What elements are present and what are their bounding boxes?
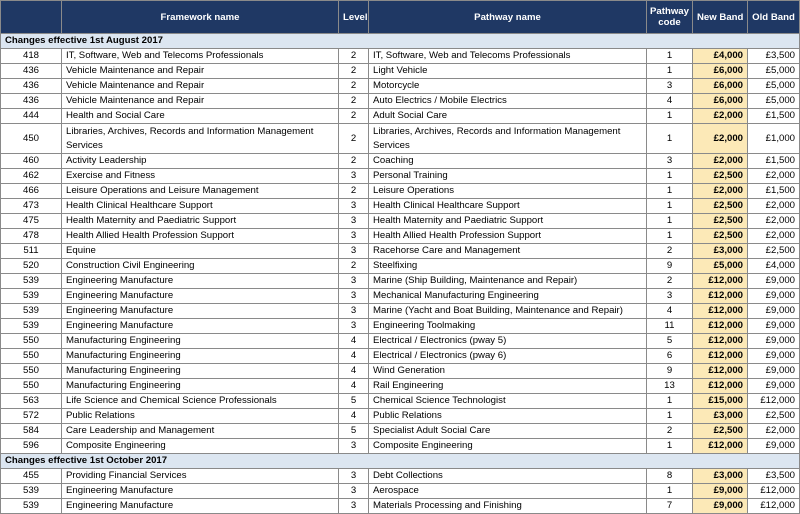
level-cell: 5 [339,394,369,409]
table-row [1,109,800,124]
old-band-cell: £1,500 [748,109,800,124]
pathway-name-cell: Debt Collections [369,469,647,484]
framework-name-cell: Activity Leadership [62,154,339,169]
level-cell: 3 [339,229,369,244]
section-title: Changes effective 1st August 2017 [1,34,800,49]
pathway-name-cell: Motorcycle [369,79,647,94]
pathway-code-cell: 1 [647,49,693,64]
level-cell: 3 [339,274,369,289]
table-row [1,259,800,274]
new-band-cell: £3,000 [693,244,748,259]
framework-code-cell: 475 [1,214,62,229]
pathway-code-cell: 1 [647,169,693,184]
new-band-cell: £12,000 [693,319,748,334]
table-row [1,499,800,514]
new-band-cell: £12,000 [693,274,748,289]
new-band-cell: £2,500 [693,199,748,214]
pathway-code-cell: 4 [647,94,693,109]
new-band-cell: £12,000 [693,349,748,364]
table-row [1,49,800,64]
level-cell: 3 [339,244,369,259]
new-band-cell: £6,000 [693,64,748,79]
framework-name-cell: Engineering Manufacture [62,499,339,514]
new-band-cell: £6,000 [693,79,748,94]
framework-code-cell: 550 [1,364,62,379]
pathway-code-cell: 3 [647,289,693,304]
new-band-cell: £9,000 [693,499,748,514]
header-new-band: New Band [693,1,748,34]
framework-name-cell: Manufacturing Engineering [62,379,339,394]
old-band-cell: £9,000 [748,379,800,394]
framework-code-cell: 563 [1,394,62,409]
table-row [1,169,800,184]
level-cell: 2 [339,49,369,64]
table-row [1,64,800,79]
pathway-name-cell: Coaching [369,154,647,169]
table-row [1,334,800,349]
new-band-cell: £12,000 [693,289,748,304]
pathway-name-cell: Steelfixing [369,259,647,274]
table-row [1,124,800,154]
framework-name-cell: Engineering Manufacture [62,319,339,334]
pathway-code-cell: 2 [647,244,693,259]
pathway-name-cell: Aerospace [369,484,647,499]
level-cell: 3 [339,484,369,499]
framework-code-cell: 539 [1,319,62,334]
table-body [1,34,800,514]
framework-code-cell: 436 [1,79,62,94]
table-row [1,154,800,169]
framework-code-cell: 539 [1,274,62,289]
old-band-cell: £1,500 [748,184,800,199]
pathway-name-cell: Marine (Ship Building, Maintenance and Repair) [369,274,647,289]
pathway-name-cell: Marine (Yacht and Boat Building, Maintenance and Repair) [369,304,647,319]
framework-code-cell: 436 [1,94,62,109]
new-band-cell: £3,000 [693,409,748,424]
new-band-cell: £5,000 [693,259,748,274]
table-row [1,409,800,424]
level-cell: 5 [339,424,369,439]
framework-name-cell: Manufacturing Engineering [62,334,339,349]
new-band-cell: £2,000 [693,154,748,169]
table-row [1,199,800,214]
pathway-name-cell: Light Vehicle [369,64,647,79]
section-title: Changes effective 1st October 2017 [1,454,800,469]
old-band-cell: £12,000 [748,484,800,499]
old-band-cell: £1,000 [748,124,800,154]
framework-code-cell: 462 [1,169,62,184]
new-band-cell: £12,000 [693,364,748,379]
pathway-name-cell: Electrical / Electronics (pway 6) [369,349,647,364]
framework-code-cell: 473 [1,199,62,214]
old-band-cell: £2,000 [748,199,800,214]
framework-name-cell: Care Leadership and Management [62,424,339,439]
pathway-name-cell: Specialist Adult Social Care [369,424,647,439]
table-row [1,439,800,454]
pathway-code-cell: 3 [647,79,693,94]
framework-name-cell: Health Allied Health Profession Support [62,229,339,244]
pathway-name-cell: Health Maternity and Paediatric Support [369,214,647,229]
table-row [1,319,800,334]
old-band-cell: £2,500 [748,244,800,259]
table-row [1,94,800,109]
pathway-code-cell: 1 [647,409,693,424]
table-row [1,244,800,259]
framework-code-cell: 450 [1,124,62,154]
framework-code-cell: 418 [1,49,62,64]
level-cell: 3 [339,469,369,484]
framework-name-cell: Vehicle Maintenance and Repair [62,64,339,79]
table-row [1,469,800,484]
pathway-code-cell: 5 [647,334,693,349]
level-cell: 2 [339,154,369,169]
pathway-name-cell: Leisure Operations [369,184,647,199]
old-band-cell: £4,000 [748,259,800,274]
old-band-cell: £1,500 [748,154,800,169]
level-cell: 4 [339,379,369,394]
pathway-code-cell: 1 [647,124,693,154]
framework-code-cell: 511 [1,244,62,259]
framework-code-cell: 550 [1,334,62,349]
new-band-cell: £2,000 [693,184,748,199]
table-row [1,394,800,409]
level-cell: 2 [339,94,369,109]
new-band-cell: £2,500 [693,169,748,184]
pathway-code-cell: 1 [647,484,693,499]
pathway-code-cell: 4 [647,304,693,319]
pathway-name-cell: Electrical / Electronics (pway 5) [369,334,647,349]
framework-code-cell: 436 [1,64,62,79]
pathway-code-cell: 6 [647,349,693,364]
pathway-code-cell: 9 [647,259,693,274]
old-band-cell: £9,000 [748,334,800,349]
table-row [1,229,800,244]
pathway-code-cell: 1 [647,199,693,214]
framework-code-cell: 520 [1,259,62,274]
table-row [1,379,800,394]
old-band-cell: £9,000 [748,289,800,304]
table-row [1,349,800,364]
framework-name-cell: Life Science and Chemical Science Professionals [62,394,339,409]
header-pathway-name: Pathway name [369,1,647,34]
new-band-cell: £12,000 [693,439,748,454]
table-row [1,214,800,229]
new-band-cell: £12,000 [693,379,748,394]
table-row [1,484,800,499]
framework-name-cell: Manufacturing Engineering [62,364,339,379]
framework-name-cell: Engineering Manufacture [62,484,339,499]
pathway-name-cell: Racehorse Care and Management [369,244,647,259]
pathway-name-cell: Engineering Toolmaking [369,319,647,334]
framework-name-cell: Equine [62,244,339,259]
table-row [1,304,800,319]
pathway-code-cell: 1 [647,184,693,199]
framework-name-cell: Vehicle Maintenance and Repair [62,94,339,109]
table-row [1,364,800,379]
level-cell: 4 [339,349,369,364]
old-band-cell: £9,000 [748,274,800,289]
old-band-cell: £12,000 [748,394,800,409]
new-band-cell: £12,000 [693,304,748,319]
new-band-cell: £6,000 [693,94,748,109]
framework-name-cell: Construction Civil Engineering [62,259,339,274]
pathway-name-cell: Libraries, Archives, Records and Information Management Services [369,124,647,154]
framework-code-cell: 550 [1,349,62,364]
framework-name-cell: Engineering Manufacture [62,274,339,289]
pathway-name-cell: Composite Engineering [369,439,647,454]
framework-name-cell: Health Clinical Healthcare Support [62,199,339,214]
framework-code-cell: 539 [1,304,62,319]
header-row [1,1,800,34]
framework-code-cell: 572 [1,409,62,424]
pathway-code-cell: 7 [647,499,693,514]
framework-name-cell: Exercise and Fitness [62,169,339,184]
new-band-cell: £2,500 [693,424,748,439]
level-cell: 3 [339,169,369,184]
header-framework-name: Framework name [62,1,339,34]
level-cell: 2 [339,109,369,124]
framework-code-cell: 460 [1,154,62,169]
table-row [1,289,800,304]
pathway-name-cell: IT, Software, Web and Telecoms Professionals [369,49,647,64]
level-cell: 3 [339,289,369,304]
level-cell: 3 [339,499,369,514]
framework-name-cell: Public Relations [62,409,339,424]
framework-name-cell: Engineering Manufacture [62,304,339,319]
pathway-code-cell: 2 [647,274,693,289]
old-band-cell: £9,000 [748,439,800,454]
new-band-cell: £3,000 [693,469,748,484]
pathway-name-cell: Personal Training [369,169,647,184]
section-header-row [1,454,800,469]
level-cell: 4 [339,364,369,379]
framework-code-cell: 550 [1,379,62,394]
header-old-band: Old Band [748,1,800,34]
framework-name-cell: Manufacturing Engineering [62,349,339,364]
old-band-cell: £2,000 [748,424,800,439]
old-band-cell: £5,000 [748,94,800,109]
new-band-cell: £9,000 [693,484,748,499]
old-band-cell: £3,500 [748,49,800,64]
framework-name-cell: Vehicle Maintenance and Repair [62,79,339,94]
pathway-code-cell: 1 [647,214,693,229]
new-band-cell: £2,500 [693,229,748,244]
old-band-cell: £5,000 [748,64,800,79]
framework-name-cell: Providing Financial Services [62,469,339,484]
pathway-name-cell: Wind Generation [369,364,647,379]
level-cell: 4 [339,334,369,349]
framework-code-cell: 539 [1,289,62,304]
pathway-name-cell: Auto Electrics / Mobile Electrics [369,94,647,109]
level-cell: 2 [339,79,369,94]
level-cell: 2 [339,124,369,154]
level-cell: 2 [339,64,369,79]
pathway-code-cell: 1 [647,439,693,454]
table-row [1,424,800,439]
pathway-code-cell: 2 [647,424,693,439]
new-band-cell: £12,000 [693,334,748,349]
framework-name-cell: Engineering Manufacture [62,289,339,304]
old-band-cell: £9,000 [748,319,800,334]
pathway-name-cell: Rail Engineering [369,379,647,394]
framework-name-cell: Libraries, Archives, Records and Information Management Services [62,124,339,154]
old-band-cell: £2,000 [748,214,800,229]
pathway-code-cell: 1 [647,64,693,79]
pathway-name-cell: Chemical Science Technologist [369,394,647,409]
framework-code-cell: 539 [1,499,62,514]
pathway-code-cell: 1 [647,109,693,124]
framework-code-cell: 596 [1,439,62,454]
old-band-cell: £9,000 [748,304,800,319]
framework-code-cell: 455 [1,469,62,484]
old-band-cell: £5,000 [748,79,800,94]
level-cell: 3 [339,439,369,454]
pathway-code-cell: 1 [647,394,693,409]
framework-code-cell: 584 [1,424,62,439]
framework-name-cell: IT, Software, Web and Telecoms Professionals [62,49,339,64]
pathway-name-cell: Public Relations [369,409,647,424]
pathway-name-cell: Health Clinical Healthcare Support [369,199,647,214]
pathway-name-cell: Health Allied Health Profession Support [369,229,647,244]
pathway-code-cell: 1 [647,229,693,244]
old-band-cell: £3,500 [748,469,800,484]
framework-name-cell: Health and Social Care [62,109,339,124]
old-band-cell: £2,000 [748,169,800,184]
header-framework-code [1,1,62,34]
pathway-code-cell: 9 [647,364,693,379]
framework-name-cell: Leisure Operations and Leisure Management [62,184,339,199]
level-cell: 3 [339,319,369,334]
old-band-cell: £9,000 [748,349,800,364]
pathway-name-cell: Mechanical Manufacturing Engineering [369,289,647,304]
new-band-cell: £2,500 [693,214,748,229]
level-cell: 3 [339,199,369,214]
pathway-code-cell: 3 [647,154,693,169]
new-band-cell: £4,000 [693,49,748,64]
framework-name-cell: Health Maternity and Paediatric Support [62,214,339,229]
framework-name-cell: Composite Engineering [62,439,339,454]
header-pathway-code: Pathway code [647,1,693,34]
new-band-cell: £2,000 [693,124,748,154]
framework-code-cell: 539 [1,484,62,499]
table-row [1,184,800,199]
table-row [1,274,800,289]
level-cell: 3 [339,214,369,229]
header-level: Level [339,1,369,34]
level-cell: 2 [339,184,369,199]
level-cell: 3 [339,304,369,319]
old-band-cell: £2,500 [748,409,800,424]
level-cell: 2 [339,259,369,274]
new-band-cell: £2,000 [693,109,748,124]
old-band-cell: £2,000 [748,229,800,244]
pathway-code-cell: 11 [647,319,693,334]
framework-code-cell: 444 [1,109,62,124]
framework-code-cell: 478 [1,229,62,244]
framework-code-cell: 466 [1,184,62,199]
table-row [1,79,800,94]
old-band-cell: £12,000 [748,499,800,514]
pathway-code-cell: 8 [647,469,693,484]
new-band-cell: £15,000 [693,394,748,409]
level-cell: 4 [339,409,369,424]
section-header-row [1,34,800,49]
pathway-name-cell: Materials Processing and Finishing [369,499,647,514]
old-band-cell: £9,000 [748,364,800,379]
pathway-name-cell: Adult Social Care [369,109,647,124]
pathway-code-cell: 13 [647,379,693,394]
